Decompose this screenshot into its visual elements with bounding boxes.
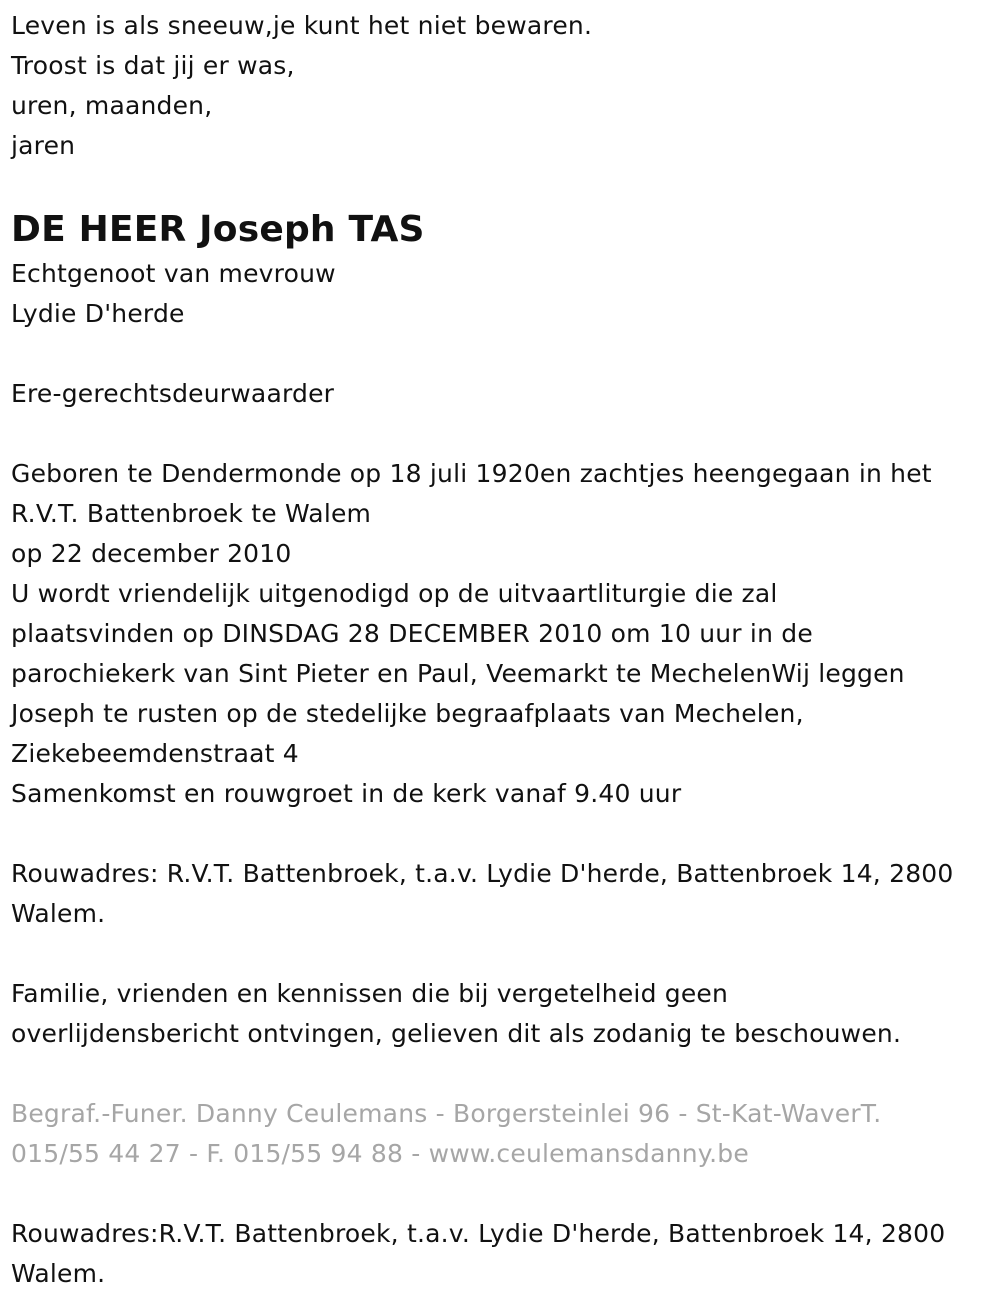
details-line: parochiekerk van Sint Pieter en Paul, Veemarkt te MechelenWij leggen (11, 659, 905, 688)
details-line: U wordt vriendelijk uitgenodigd op de uitvaartliturgie die zal (11, 579, 778, 608)
spacer (11, 414, 985, 454)
details-line: Joseph te rusten op de stedelijke begraafplaats van Mechelen, (11, 699, 804, 728)
poem-block (11, 6, 985, 166)
details-line: Ziekebeemdenstraat 4 (11, 739, 299, 768)
spacer (11, 166, 985, 206)
mourning-address-block (11, 854, 985, 934)
poem-line: Leven is als sneeuw,je kunt het niet bewaren. (11, 11, 593, 40)
details-block (11, 454, 985, 814)
spacer (11, 814, 985, 854)
spacer (11, 334, 985, 374)
mourning-address-line: Rouwadres:R.V.T. Battenbroek, t.a.v. Lydie D'herde, Battenbroek 14, 2800 (11, 1219, 946, 1248)
spacer (11, 1174, 985, 1214)
mourning-address-line: Walem. (11, 899, 106, 928)
deceased-name: DE HEER Joseph TAS (11, 209, 425, 250)
family-note-line: overlijdensbericht ontvingen, gelieven dit als zodanig te beschouwen. (11, 1019, 902, 1048)
family-note-block (11, 974, 985, 1054)
poem-line: jaren (11, 131, 76, 160)
mourning-address-line: Walem. (11, 1259, 106, 1288)
spouse-line: Echtgenoot van mevrouw (11, 259, 336, 288)
mourning-address-block-2 (11, 1214, 985, 1294)
details-line: Geboren te Dendermonde op 18 juli 1920en zachtjes heengegaan in het (11, 459, 932, 488)
poem-line: Troost is dat jij er was, (11, 51, 295, 80)
details-line: Samenkomst en rouwgroet in de kerk vanaf 9.40 uur (11, 779, 682, 808)
funeral-home-line: Begraf.-Funer. Danny Ceulemans - Borgersteinlei 96 - St-Kat-WaverT. (11, 1099, 882, 1128)
funeral-home-line: 015/55 44 27 - F. 015/55 94 88 - www.ceulemansdanny.be (11, 1139, 749, 1168)
poem-line: uren, maanden, (11, 91, 213, 120)
spouse-block (11, 254, 985, 334)
details-line: op 22 december 2010 (11, 539, 292, 568)
funeral-home-block (11, 1094, 985, 1174)
family-note-line: Familie, vrienden en kennissen die bij vergetelheid geen (11, 979, 729, 1008)
spacer (11, 934, 985, 974)
occupation: Ere-gerechtsdeurwaarder (11, 379, 335, 408)
details-line: plaatsvinden op DINSDAG 28 DECEMBER 2010 om 10 uur in de (11, 619, 813, 648)
details-line: R.V.T. Battenbroek te Walem (11, 499, 372, 528)
spacer (11, 1054, 985, 1094)
mourning-address-line: Rouwadres: R.V.T. Battenbroek, t.a.v. Lydie D'herde, Battenbroek 14, 2800 (11, 859, 954, 888)
spouse-line: Lydie D'herde (11, 299, 185, 328)
